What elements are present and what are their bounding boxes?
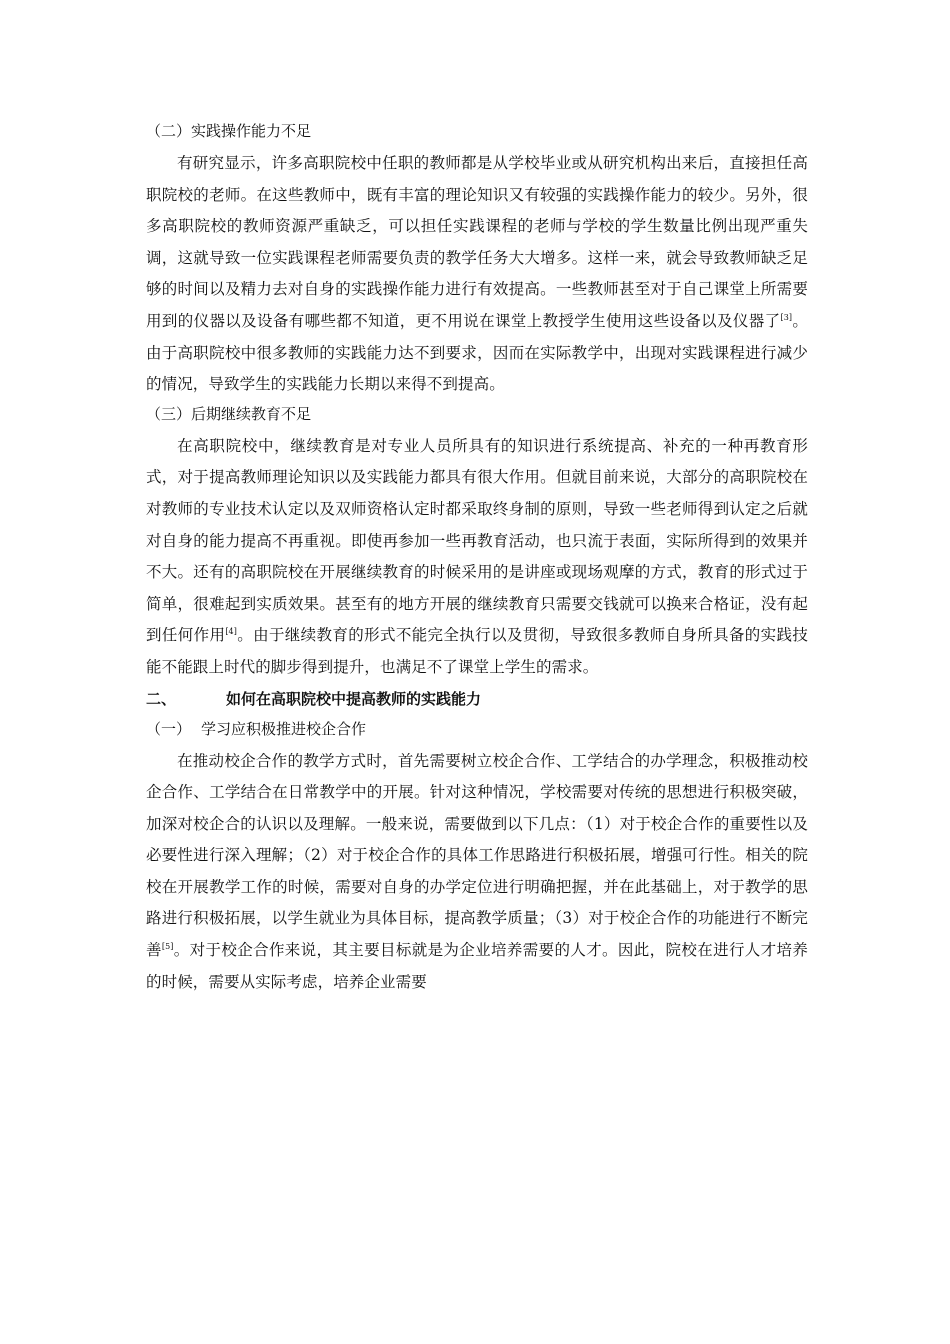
citation-5: [5] bbox=[161, 941, 174, 951]
paragraph-continuing-education bbox=[146, 431, 808, 684]
paragraph-practice-ability bbox=[146, 148, 808, 401]
citation-4: [4] bbox=[225, 627, 237, 637]
paragraph-text: 有研究显示，许多高职院校中任职的教师都是从学校毕业或从研究机构出来后，直接担任高职院校的老师。在这些教师中，既有丰富的理论知识又有较强的实践操作能力的较少。另外，很多高职院校的教师资源严重缺乏，可以担任实践课程的老师与学校的学生数量比例出现严重失调，这就导致一位实践课程老师需要负责的教学任务大大增多。这样一来，就会导致教师缺乏足够的时间以及精力去对自身的实践操作能力进行有效提高。一些教师甚至对于自己课堂上所需要用到的仪器以及设备有哪些都不知道，更不用说在课堂上教授学生使用这些设备以及仪器了 bbox=[146, 154, 808, 330]
paragraph-text: 。由于继续教育的形式不能完全执行以及贯彻，导致很多教师自身所具备的实践技能不能跟上时代的脚步得到提升，也满足不了课堂上学生的需求。 bbox=[146, 626, 808, 676]
subsection-title: 学习应积极推进校企合作 bbox=[201, 719, 367, 738]
section-heading-practice-ability: （二）实践操作能力不足 bbox=[146, 122, 312, 140]
section-heading-continuing-education: （三）后期继续教育不足 bbox=[146, 404, 312, 423]
paragraph-text: 在推动校企合作的教学方式时，首先需要树立校企合作、工学结合的办学理念，积极推动校企合作、工学结合在日常教学中的开展。针对这种情况，学校需要对传统的思想进行积极突破，加深对校企合的认识以及理解。一般来说，需要做到以下几点：（1）对于校企合作的重要性以及必要性进行深入理解；（2）对于校企合作的具体工作思路进行积极拓展，增强可行性。相关的院校在开展教学工作的时候，需要对自身的办学定位进行明确把握，并在此基础上，对于教学的思路进行积极拓展，以学生就业为具体目标，提高教学质量；（3）对于校企合作的功能进行不断完善 bbox=[146, 751, 808, 960]
subsection-number: （一） bbox=[146, 719, 192, 738]
paragraph-text: 。由于高职院校中很多教师的实践能力达不到要求，因而在实际教学中，出现对实践课程进行减少的情况，导致学生的实践能力长期以来得不到提高。 bbox=[146, 311, 808, 394]
major-heading-number: 二、 bbox=[146, 689, 177, 708]
citation-3: [3] bbox=[780, 312, 793, 322]
paragraph-school-enterprise bbox=[146, 746, 808, 999]
major-heading bbox=[146, 688, 808, 710]
major-heading-title: 如何在高职院校中提高教师的实践能力 bbox=[226, 689, 482, 708]
paragraph-text: 。对于校企合作来说，其主要目标就是为企业培养需要的人才。因此，院校在进行人才培养的时候，需要从实际考虑，培养企业需要 bbox=[146, 941, 808, 991]
paragraph-text: 在高职院校中，继续教育是对专业人员所具有的知识进行系统提高、补充的一种再教育形式，对于提高教师理论知识以及实践能力都具有很大作用。但就目前来说，大部分的高职院校在对教师的专业技术认定以及双师资格认定时都采取终身制的原则，导致一些老师得到认定之后就对自身的能力提高不再重视。即使再参加一些再教育活动，也只流于表面，实际所得到的效果并不大。还有的高职院校在开展继续教育的时候采用的是讲座或现场观摩的方式，教育的形式过于简单，很难起到实质效果。甚至有的地方开展的继续教育只需要交钱就可以换来合格证，没有起到任何作用 bbox=[146, 436, 808, 645]
document-page bbox=[146, 120, 808, 1000]
subsection-heading-school-enterprise bbox=[146, 718, 808, 740]
